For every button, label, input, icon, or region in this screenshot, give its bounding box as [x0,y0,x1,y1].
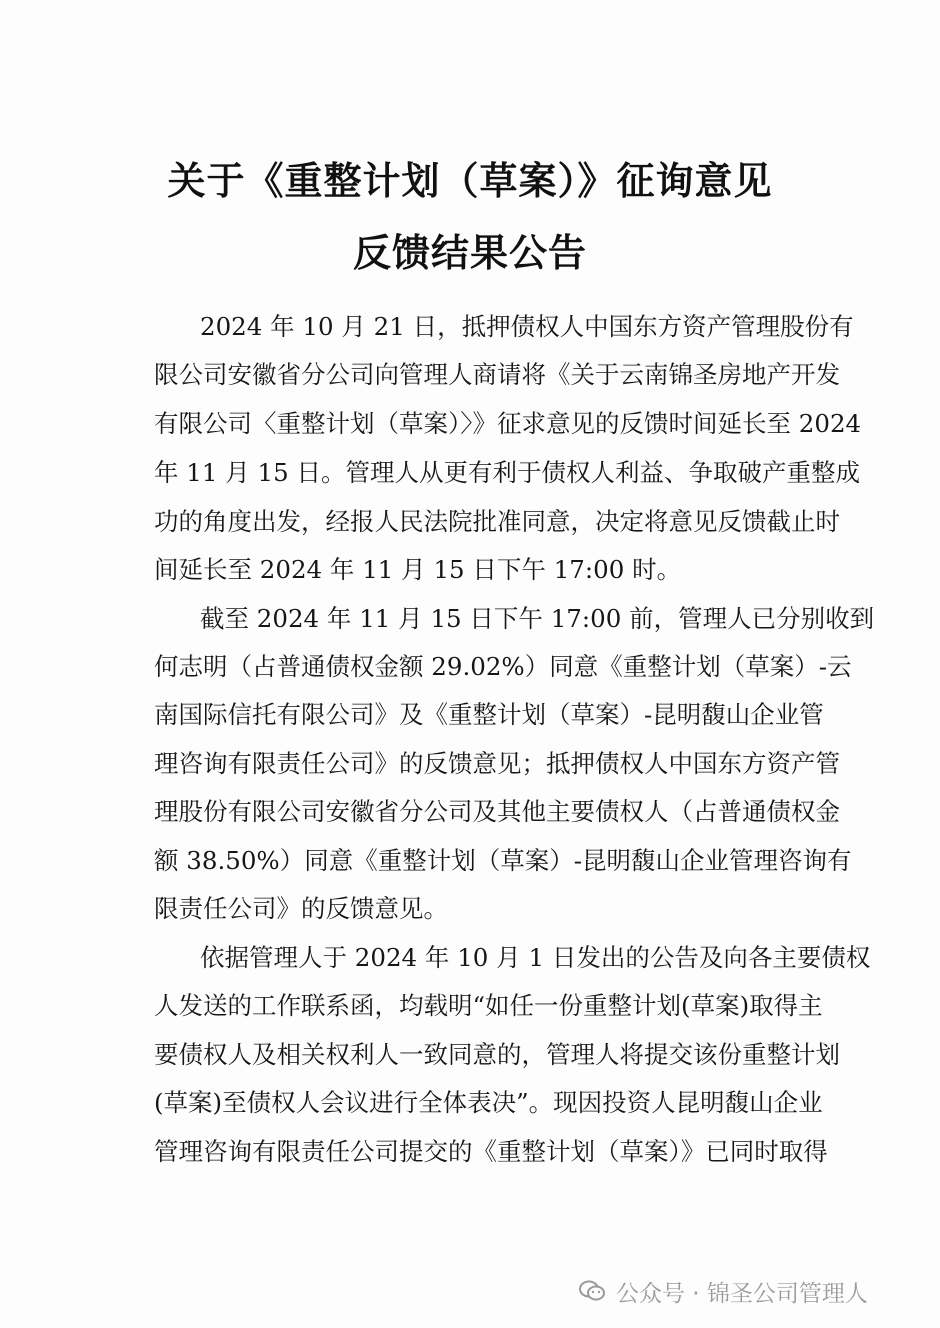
paragraph-3-line-4: (草案)至债权人会议进行全体表决”。现因投资人昆明馥山企业 [154,1088,823,1117]
document-title-line-1: 关于《重整计划（草案）》征询意见 [167,159,773,203]
paragraph-3-line-1: 依据管理人于 2024 年 10 月 1 日发出的公告及向各主要债权 [200,943,871,972]
paragraph-2-line-2: 何志明（占普通债权金额 29.02%）同意《重整计划（草案）-云 [154,652,852,681]
paragraph-3-line-3: 要债权人及相关权利人一致同意的，管理人将提交该份重整计划 [154,1040,840,1069]
paragraph-2-line-7: 限责任公司》的反馈意见。 [154,894,448,923]
watermark-text: 公众号 · 锦圣公司管理人 [616,1280,868,1307]
wechat-official-account-icon [578,1279,606,1303]
paragraph-1-line-5: 功的角度出发，经报人民法院批准同意，决定将意见反馈截止时 [154,507,840,536]
paragraph-3-line-5: 管理咨询有限责任公司提交的《重整计划（草案）》已同时取得 [154,1137,828,1166]
paragraph-1-line-4: 年 11 月 15 日。管理人从更有利于债权人利益、争取破产重整成 [154,458,860,487]
paragraph-2-line-3: 南国际信托有限公司》及《重整计划（草案）-昆明馥山企业管 [154,700,824,729]
paragraph-1-line-1: 2024 年 10 月 21 日，抵押债权人中国东方资产管理股份有 [200,312,854,341]
document-title-line-2: 反馈结果公告 [352,231,587,275]
paragraph-3-line-2: 人发送的工作联系函，均载明“如任一份重整计划(草案)取得主 [154,991,823,1020]
paragraph-1-line-2: 限公司安徽省分公司向管理人商请将《关于云南锦圣房地产开发 [154,360,840,389]
paragraph-2-line-6: 额 38.50%）同意《重整计划（草案）-昆明馥山企业管理咨询有 [154,846,852,875]
paragraph-2-line-4: 理咨询有限责任公司》的反馈意见；抵押债权人中国东方资产管 [154,749,840,778]
paragraph-1-line-6: 间延长至 2024 年 11 月 15 日下午 17:00 时。 [154,555,682,584]
paragraph-2-line-5: 理股份有限公司安徽省分公司及其他主要债权人（占普通债权金 [154,797,840,826]
paragraph-2-line-1: 截至 2024 年 11 月 15 日下午 17:00 前，管理人已分别收到 [200,604,875,633]
paragraph-1-line-3: 有限公司〈重整计划（草案）〉》征求意见的反馈时间延长至 2024 [154,409,862,438]
wechat-watermark [578,1271,868,1311]
